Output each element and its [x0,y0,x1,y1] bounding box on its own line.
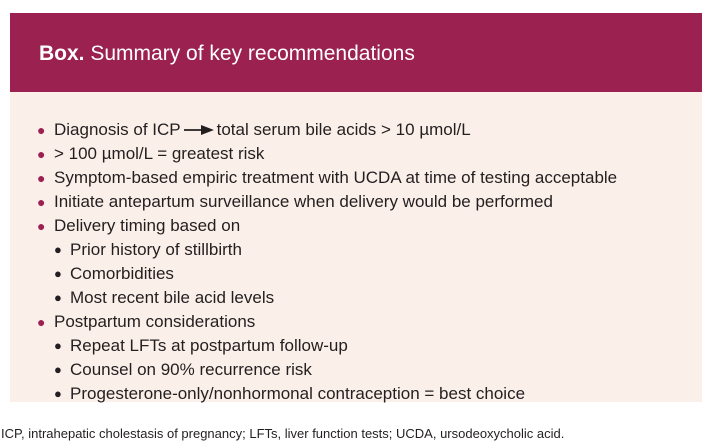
list-item [34,190,694,214]
sub-list-item [34,286,694,310]
box-title [39,42,415,66]
bullet-icon: ● [37,122,46,138]
list-item [34,166,694,190]
list-item-text: > 100 µmol/L = greatest risk [54,144,265,163]
box-label: Box. [39,42,85,65]
list-item-text: Postpartum considerations [54,312,256,331]
list-item-text: Comorbidities [70,264,174,283]
arrow-right-icon [184,125,214,135]
list-item [34,142,694,166]
list-item [34,214,694,238]
list-item-text: total serum bile acids > 10 µmol/L [216,120,471,139]
bullet-icon: ● [37,146,46,162]
recommendation-list [34,118,694,406]
list-item-text: Repeat LFTs at postpartum follow-up [70,336,348,355]
sub-bullet-icon: ● [54,362,62,377]
box-header [10,13,702,92]
list-item-text: Prior history of stillbirth [70,240,242,259]
sub-list-item [34,334,694,358]
list-item-text: Symptom-based empiric treatment with UCDA at time of testing acceptable [54,168,618,187]
list-item-text: Diagnosis of ICP [54,120,181,139]
bullet-icon: ● [37,170,46,186]
sub-bullet-icon: ● [54,242,62,257]
bullet-icon: ● [37,218,46,234]
list-item-text: Delivery timing based on [54,216,241,235]
sub-bullet-icon: ● [54,386,62,401]
sub-bullet-icon: ● [54,266,62,281]
bullet-icon: ● [37,314,46,330]
list-item-text: Most recent bile acid levels [70,288,275,307]
sub-bullet-icon: ● [54,290,62,305]
list-item [34,118,694,142]
list-item-text: Initiate antepartum surveillance when delivery would be performed [54,192,553,211]
box-title-text: Summary of key recommendations [90,42,415,65]
sub-list-item [34,358,694,382]
footnote: ICP, intrahepatic cholestasis of pregnancy; LFTs, liver function tests; UCDA, ursodeoxycholic acid. [1,426,565,441]
sub-bullet-icon: ● [54,338,62,353]
list-item-text: Counsel on 90% recurrence risk [70,360,312,379]
bullet-icon: ● [37,194,46,210]
list-item-text: Progesterone-only/nonhormonal contraception = best choice [70,384,526,403]
recommendations-box [10,13,702,402]
sub-list-item [34,262,694,286]
sub-list-item [34,382,694,406]
list-item [34,310,694,334]
sub-list-item [34,238,694,262]
